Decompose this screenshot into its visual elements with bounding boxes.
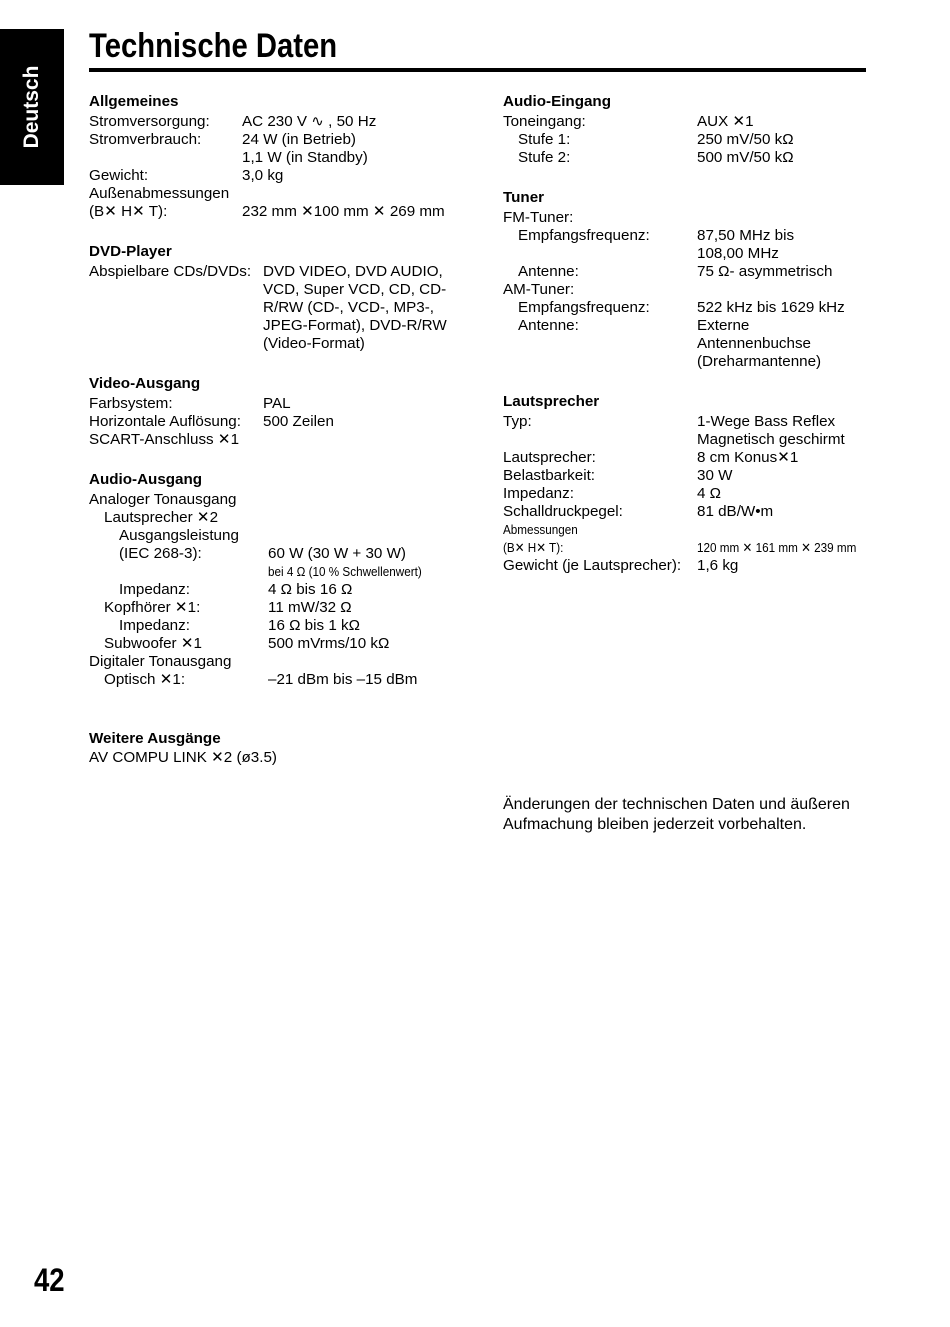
spec-label: Optisch ✕1: <box>104 671 186 688</box>
spec-value: –21 dBm bis –15 dBm <box>268 671 418 688</box>
spec-value: 1,6 kg <box>697 557 739 574</box>
spec-value: VCD, Super VCD, CD, CD- <box>263 281 447 298</box>
spec-value: JPEG-Format), DVD-R/RW <box>263 317 447 334</box>
spec-value: Magnetisch geschirmt <box>697 431 845 448</box>
spec-value: bei 4 Ω (10 % Schwellenwert) <box>268 564 422 579</box>
language-tab <box>0 29 64 185</box>
spec-label: Stromversorgung: <box>89 113 210 130</box>
spec-value: 81 dB/W•m <box>697 503 774 520</box>
spec-value: 16 Ω bis 1 kΩ <box>268 617 360 634</box>
spec-label: Horizontale Auflösung: <box>89 413 241 430</box>
spec-label: (B✕ H✕ T): <box>503 540 564 555</box>
spec-label: Abmessungen <box>503 522 578 537</box>
spec-value: 108,00 MHz <box>697 245 779 262</box>
spec-value: 75 Ω- asymmetrisch <box>697 263 833 280</box>
spec-value: 250 mV/50 kΩ <box>697 131 794 148</box>
spec-label: Kopfhörer ✕1: <box>104 599 201 616</box>
spec-label: SCART-Anschluss ✕1 <box>89 431 240 448</box>
spec-label: Ausgangsleistung <box>119 527 239 544</box>
spec-value: PAL <box>263 395 291 412</box>
spec-value: 1-Wege Bass Reflex <box>697 413 836 430</box>
spec-label: Lautsprecher ✕2 <box>104 509 219 526</box>
spec-label: Stromverbrauch: <box>89 131 202 148</box>
page-title: Technische Daten <box>89 27 338 65</box>
section-heading: Lautsprecher <box>503 393 600 410</box>
spec-value: (Video-Format) <box>263 335 365 352</box>
spec-label: Subwoofer ✕1 <box>104 635 202 652</box>
spec-label: Farbsystem: <box>89 395 173 412</box>
spec-value: 500 mVrms/10 kΩ <box>268 635 390 652</box>
spec-value: AUX ✕1 <box>697 113 754 130</box>
language-tab-label: Deutsch <box>20 65 43 149</box>
footnote-line: Änderungen der technischen Daten und äußeren <box>503 796 850 813</box>
spec-value: DVD VIDEO, DVD AUDIO, <box>263 263 443 280</box>
spec-value: 87,50 MHz bis <box>697 227 795 244</box>
spec-label: Toneingang: <box>503 113 586 130</box>
spec-label: Stufe 1: <box>518 131 571 148</box>
spec-label: Analoger Tonausgang <box>89 491 237 508</box>
section-heading: DVD-Player <box>89 243 172 260</box>
spec-label: Antenne: <box>518 317 579 334</box>
section-heading: Allgemeines <box>89 93 179 110</box>
spec-label: Impedanz: <box>119 581 190 598</box>
spec-label: Lautsprecher: <box>503 449 596 466</box>
spec-value: 500 mV/50 kΩ <box>697 149 794 166</box>
spec-value: 24 W (in Betrieb) <box>242 131 356 148</box>
spec-value: (Dreharmantenne) <box>697 353 822 370</box>
section-heading: Audio-Eingang <box>503 93 611 110</box>
spec-label: AV COMPU LINK ✕2 (ø3.5) <box>89 749 277 766</box>
spec-value: 8 cm Konus✕1 <box>697 449 799 466</box>
spec-value: AC 230 V ∿ , 50 Hz <box>242 113 377 130</box>
spec-value: 1,1 W (in Standby) <box>242 149 368 166</box>
spec-label: Antenne: <box>518 263 579 280</box>
spec-value: R/RW (CD-, VCD-, MP3-, <box>263 299 434 316</box>
spec-value: 60 W (30 W + 30 W) <box>268 545 406 562</box>
section-heading: Weitere Ausgänge <box>89 730 221 747</box>
spec-value: 500 Zeilen <box>263 413 334 430</box>
spec-label: Typ: <box>503 413 532 430</box>
spec-label: Gewicht (je Lautsprecher): <box>503 557 682 574</box>
spec-label: Empfangsfrequenz: <box>518 227 650 244</box>
spec-value: 4 Ω <box>697 485 722 502</box>
spec-label: (IEC 268-3): <box>119 545 202 562</box>
spec-label: AM-Tuner: <box>503 281 575 298</box>
spec-label: Abspielbare CDs/DVDs: <box>89 263 252 280</box>
spec-label: Außenabmessungen <box>89 185 230 202</box>
spec-value: 11 mW/32 Ω <box>268 599 352 616</box>
spec-value: 30 W <box>697 467 733 484</box>
footnote-line: Aufmachung bleiben jederzeit vorbehalten. <box>503 816 807 833</box>
section-heading: Audio-Ausgang <box>89 471 203 488</box>
spec-value: 3,0 kg <box>242 167 284 184</box>
spec-value: 522 kHz bis 1629 kHz <box>697 299 845 316</box>
spec-label: Impedanz: <box>119 617 190 634</box>
spec-label: Gewicht: <box>89 167 149 184</box>
spec-label: (B✕ H✕ T): <box>89 203 168 220</box>
spec-value: 120 mm ✕ 161 mm ✕ 239 mm <box>697 540 857 555</box>
spec-label: Empfangsfrequenz: <box>518 299 650 316</box>
spec-label: Belastbarkeit: <box>503 467 596 484</box>
spec-label: Stufe 2: <box>518 149 571 166</box>
spec-label: Impedanz: <box>503 485 574 502</box>
title-rule <box>89 68 866 72</box>
section-heading: Tuner <box>503 189 545 206</box>
spec-label: Digitaler Tonausgang <box>89 653 232 670</box>
spec-value: 4 Ω bis 16 Ω <box>268 581 353 598</box>
section-heading: Video-Ausgang <box>89 375 201 392</box>
spec-value: Antennenbuchse <box>697 335 812 352</box>
spec-value: Externe <box>697 317 750 334</box>
page-number: 42 <box>34 1262 65 1298</box>
spec-label: Schalldruckpegel: <box>503 503 623 520</box>
spec-value: 232 mm ✕100 mm ✕ 269 mm <box>242 203 445 220</box>
spec-label: FM-Tuner: <box>503 209 574 226</box>
